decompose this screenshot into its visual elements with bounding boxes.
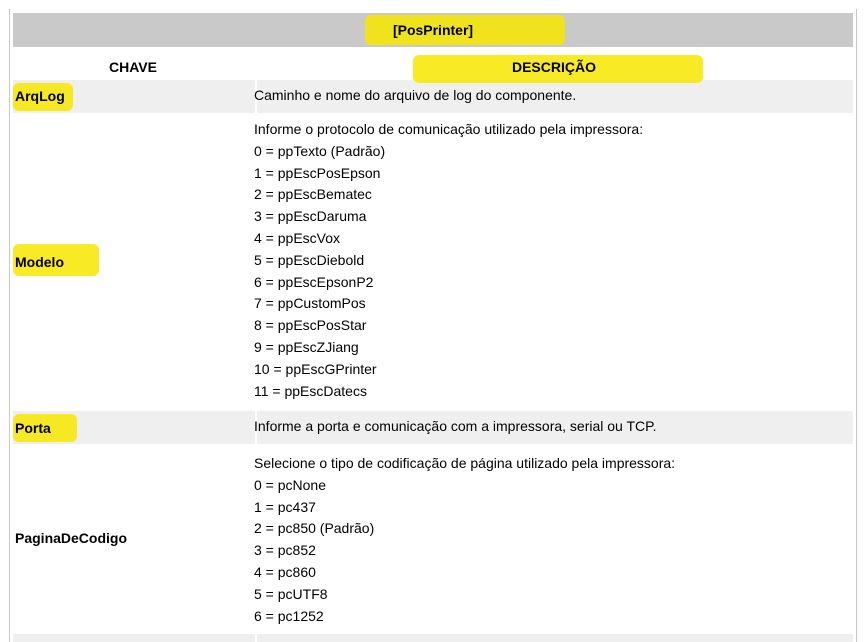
description-line: 2 = ppEscBematec — [254, 186, 372, 203]
table-row — [13, 411, 853, 444]
row-key: Modelo — [15, 254, 64, 270]
description-line: 7 = ppCustomPos — [254, 295, 366, 312]
description-line: 5 = pcUTF8 — [254, 585, 328, 602]
description-line: 1 = ppEscPosEpson — [254, 164, 381, 181]
config-table — [9, 9, 857, 642]
description-line: 6 = pc1252 — [254, 607, 324, 624]
description-line: 0 = pcNone — [254, 476, 326, 493]
table-row — [13, 113, 853, 411]
row-description — [254, 453, 849, 627]
description-line: 1 = pc437 — [254, 498, 316, 515]
description-line: Informe a porta e comunicação com a impressora, serial ou TCP. — [254, 418, 657, 434]
description-line: Selecione o tipo de codificação de página utilizado pela impressora: — [254, 455, 676, 471]
description-line: Caminho e nome do arquivo de log do componente. — [254, 87, 577, 103]
column-header-key: CHAVE — [109, 59, 157, 75]
description-line: 5 = ppEscDiebold — [254, 251, 365, 268]
description-line: 0 = ppTexto (Padrão) — [254, 142, 386, 159]
description-line: 2 = pc850 (Padrão) — [254, 520, 375, 537]
description-line: 10 = ppEscGPrinter — [254, 360, 377, 377]
description-line: 3 = pc852 — [254, 542, 316, 559]
table-title-bar — [13, 13, 853, 47]
column-divider — [255, 634, 257, 642]
row-key: PaginaDeCodigo — [15, 530, 128, 546]
description-line: 4 = pc860 — [254, 563, 316, 580]
column-header-description: DESCRIÇÃO — [511, 59, 596, 75]
row-description — [254, 119, 849, 402]
table-row — [13, 444, 853, 634]
table-row-partial — [13, 634, 853, 642]
description-line: 8 = ppEscPosStar — [254, 317, 367, 334]
row-description — [254, 85, 849, 107]
description-line: Informe o protocolo de comunicação utilizado pela impressora: — [254, 121, 644, 137]
description-line: 11 = ppEscDatecs — [254, 382, 367, 399]
row-key: ArqLog — [15, 88, 65, 104]
description-line: 9 = ppEscZJiang — [254, 338, 359, 355]
description-line: 6 = ppEscEpsonP2 — [254, 273, 374, 290]
row-description — [254, 416, 849, 438]
description-line: 3 = ppEscDaruma — [254, 208, 367, 225]
description-line: 4 = ppEscVox — [254, 229, 341, 246]
section-title: [PosPrinter] — [392, 22, 474, 38]
row-key: Porta — [15, 420, 51, 436]
